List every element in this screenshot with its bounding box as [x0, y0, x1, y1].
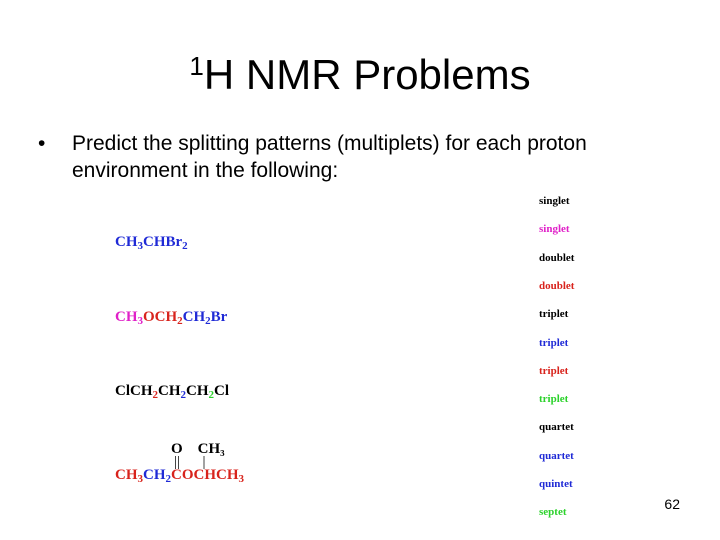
formula-segment: Br — [210, 309, 228, 325]
formula-segment: CH — [115, 309, 138, 325]
multiplet-label: singlet — [539, 195, 570, 207]
formula-4-above: O CH₃ — [171, 441, 225, 457]
multiplet-label: singlet — [539, 223, 570, 235]
formula-segment: Cl — [214, 383, 229, 399]
multiplet-label: triplet — [539, 393, 569, 405]
formula-segment: 2 — [152, 389, 158, 401]
formula-segment: 2 — [177, 315, 183, 327]
formula-segment: CH — [216, 467, 239, 483]
multiplet-label: triplet — [539, 337, 569, 349]
formula-segment: CH — [186, 383, 209, 399]
multiplet-label: quartet — [539, 450, 574, 462]
multiplet-label: septet — [539, 506, 567, 518]
bullet-text: Predict the splitting patterns (multiplets) for each proton environment in the following: — [72, 132, 587, 182]
multiplet-label: quartet — [539, 421, 574, 433]
formula-segment: CH — [143, 467, 166, 483]
formula-4 — [115, 466, 244, 488]
multiplet-label: doublet — [539, 252, 575, 264]
formula-2 — [115, 308, 227, 330]
formula-segment: CHBr — [143, 234, 183, 250]
page-number: 62 — [664, 496, 680, 512]
formula-segment: 2 — [180, 389, 186, 401]
formula-4-bond-lines: || | — [174, 454, 206, 470]
bullet-icon: • — [38, 132, 46, 155]
multiplet-label: quintet — [539, 478, 573, 490]
formula-3 — [115, 382, 229, 404]
formula-segment: 3 — [137, 473, 143, 485]
formula-1 — [115, 233, 188, 255]
formula-segment: 2 — [165, 473, 171, 485]
title-superscript: 1 — [189, 51, 204, 81]
formula-segment: CH — [182, 309, 206, 325]
formula-segment: COCH — [171, 467, 216, 483]
multiplet-label: doublet — [539, 280, 575, 292]
formula-segment: CH — [115, 234, 138, 250]
slide-title — [0, 40, 720, 101]
formula-segment: 3 — [137, 315, 143, 327]
title-text: H NMR Problems — [203, 51, 531, 98]
formula-segment: CH — [158, 383, 181, 399]
formula-segment: OCH — [143, 309, 178, 325]
formula-segment: 2 — [208, 389, 214, 401]
multiplet-label: triplet — [539, 308, 569, 320]
formula-segment: 2 — [205, 315, 211, 327]
formula-segment: CH — [115, 467, 138, 483]
formula-segment: ClCH — [115, 383, 153, 399]
multiplet-label: triplet — [539, 365, 569, 377]
formula-segment: 3 — [137, 240, 143, 252]
formula-segment: 2 — [182, 240, 188, 252]
formula-segment: 3 — [238, 473, 244, 485]
